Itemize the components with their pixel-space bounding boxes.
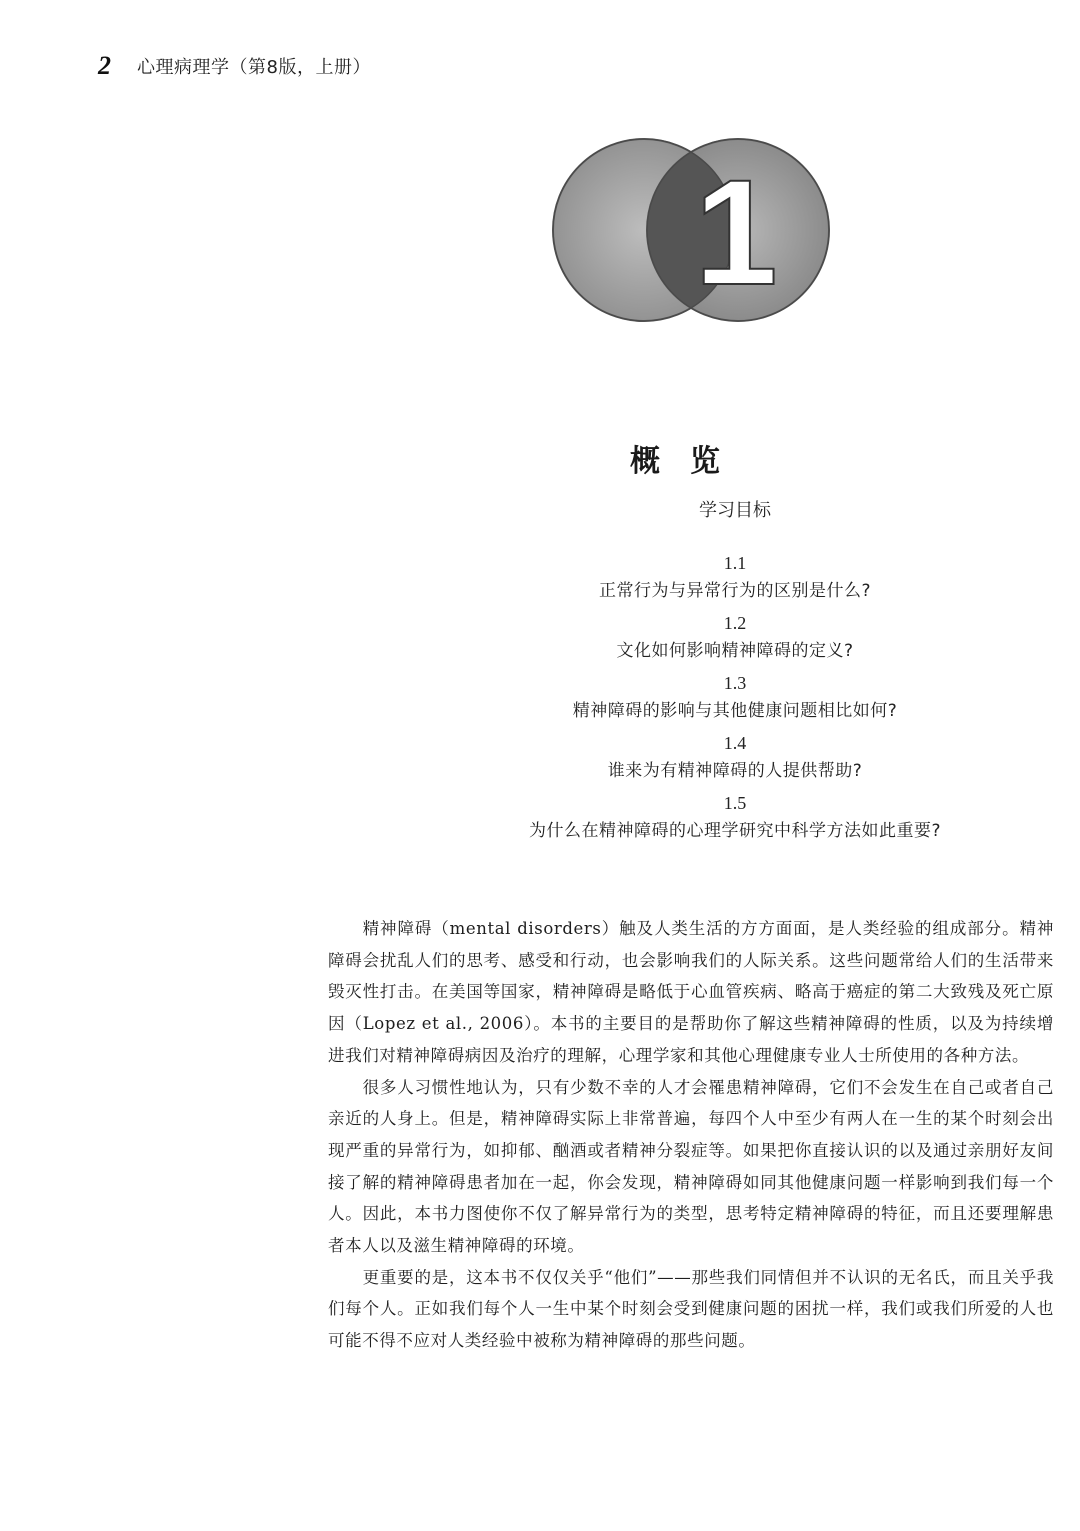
objective-number: 1.1 [723, 553, 747, 573]
chapter-emblem [552, 134, 832, 326]
body-paragraph: 精神障碍（mental disorders）触及人类生活的方方面面，是人类经验的组成部分。精神障碍会扰乱人们的思考、感受和行动，也会影响我们的人际关系。这些问题常给人们的生活带来毁灭性打击。在美国等国家，精神障碍是略低于心血管疾病、略高于癌症的第二大致残及死亡原因（Lopez et al., 2006）。本书的主要目的是帮助你了解这些精神障碍的性质，以及为持续增进我们对精神障碍病因及治疗的理解，心理学家和其他心理健康专业人士所使用的各种方法。 [328, 919, 1054, 1065]
chapter-title-block [0, 436, 1080, 480]
body-paragraph: 更重要的是，这本书不仅仅关乎“他们”——那些我们同情但并不认识的无名氏，而且关乎我们每个人。正如我们每个人一生中某个时刻会受到健康问题的困扰一样，我们或我们所爱的人也可能不得不应对人类经验中被称为精神障碍的那些问题。 [328, 1267, 1054, 1351]
objective-item [390, 670, 1080, 726]
objective-text: 精神障碍的影响与其他健康问题相比如何? [572, 701, 898, 721]
objective-item [390, 730, 1080, 786]
objective-text: 文化如何影响精神障碍的定义? [616, 641, 854, 661]
objective-number: 1.5 [723, 793, 747, 813]
overlapping-circles-graphic [552, 134, 832, 326]
objective-item [390, 610, 1080, 666]
page-header [98, 50, 371, 82]
objective-number: 1.2 [723, 613, 747, 633]
objective-list [300, 550, 1080, 850]
objective-number: 1.4 [723, 733, 747, 753]
objective-text: 为什么在精神障碍的心理学研究中科学方法如此重要? [528, 821, 942, 841]
body-text [328, 913, 1054, 1357]
objective-text: 正常行为与异常行为的区别是什么? [598, 581, 872, 601]
objective-item [390, 550, 1080, 606]
objective-item [390, 790, 1080, 846]
objective-text: 谁来为有精神障碍的人提供帮助? [607, 761, 863, 781]
objective-number: 1.3 [723, 673, 747, 693]
running-title: 心理病理学（第8版，上册） [137, 57, 371, 78]
chapter-number: 1 [694, 148, 778, 316]
chapter-title: 概览 [630, 444, 750, 479]
body-paragraph: 很多人习惯性地认为，只有少数不幸的人才会罹患精神障碍，它们不会发生在自己或者自己亲近的人身上。但是，精神障碍实际上非常普遍，每四个人中至少有两人在一生的某个时刻会出现严重的异常行为，如抑郁、酗酒或者精神分裂症等。如果把你直接认识的以及通过亲朋好友间接了解的精神障碍患者加在一起，你会发现，精神障碍如同其他健康问题一样影响到我们每一个人。因此，本书力图使你不仅了解异常行为的类型，思考特定精神障碍的特征，而且还要理解患者本人以及滋生精神障碍的环境。 [328, 1077, 1054, 1256]
objectives-heading: 学习目标 [699, 500, 771, 521]
page-number: 2 [98, 51, 111, 80]
